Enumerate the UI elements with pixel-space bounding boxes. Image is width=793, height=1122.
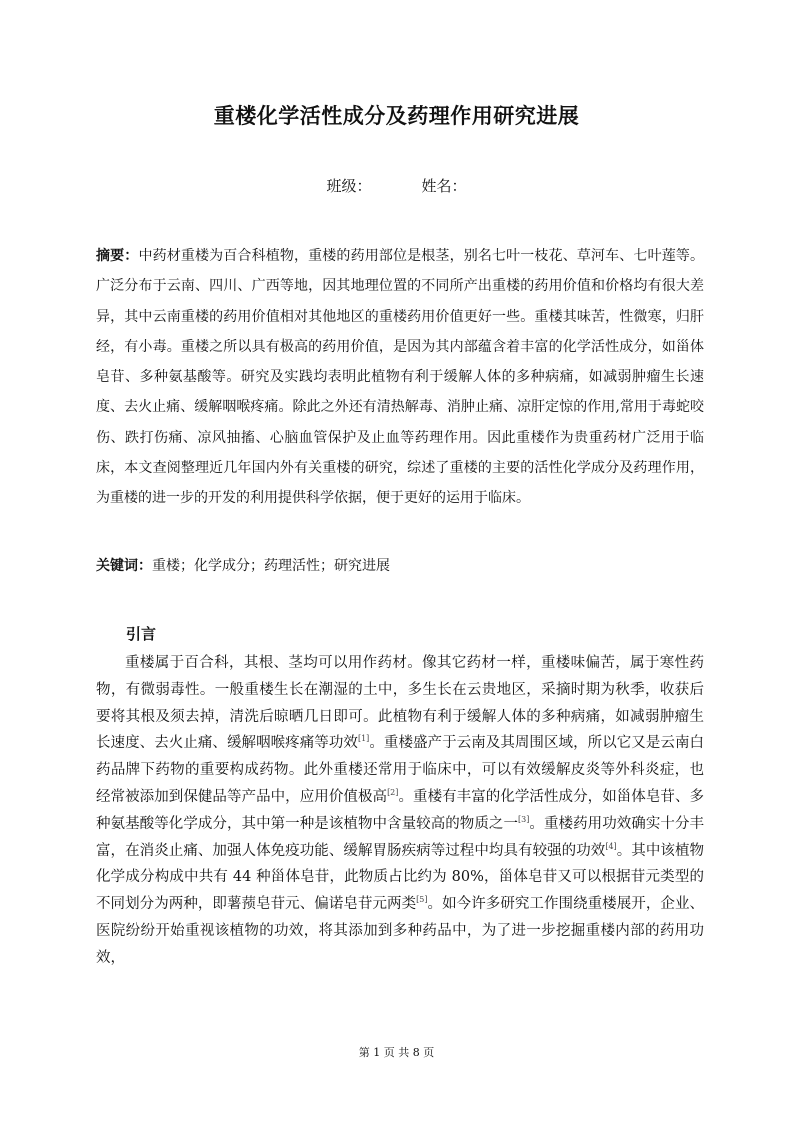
intro-text-2: 。重楼盛产于云南及其周围区域，所以它又是云南白药品牌下药物的重要构成药物。此外重楼还常用于临床中，可以有效缓解皮炎等外科炎症，也经常被添加到保健品等产品中，应用价值极高 xyxy=(96,735,705,805)
abstract-text: 中药材重楼为百合科植物，重楼的药用部位是根茎，别名七叶一枝花、草河车、七叶莲等。广泛分布于云南、四川、广西等地，因其地理位置的不同所产出重楼的药用价值和价格均有很大差异，其中云南重楼的药用价值相对其他地区的重楼药用价值更好一些。重楼其味苦，性微寒，归肝经，有小毒。重楼之所以具有极高的药用价值，是因为其内部蕴含着丰富的化学活性成分，如甾体皂苷、多种氨基酸等。研究及实践均表明此植物有利于缓解人体的多种病痛，如减弱肿瘤生长速度、去火止痛、缓解咽喉疼痛。除此之外还有清热解毒、消肿止痛、凉肝定惊的作用,常用于毒蛇咬伤、跌打伤痛、凉风抽搐、心脑血管保护及止血等药理作用。因此重楼作为贵重药材广泛用于临床，本文查阅整理近几年国内外有关重楼的研究，综述了重楼的主要的活性化学成分及药理作用，为重楼的进一步的开发的利用提供科学依据，便于更好的运用于临床。 xyxy=(96,248,705,507)
citation-ref[interactable]: [5] xyxy=(416,895,428,905)
intro-text-3: 。重楼有丰富的化学活性成分，如甾体皂苷、多种氨基酸等化学成分，其中第一种是该植物中含量较高的物质之一 xyxy=(96,788,705,832)
abstract-label: 摘要： xyxy=(96,248,139,264)
page-footer: 第 1 页 共 8 页 xyxy=(358,1046,435,1059)
keywords-text: 重楼；化学成分；药理活性；研究进展 xyxy=(152,558,390,574)
keywords xyxy=(96,554,704,578)
intro-text-5: 。其中该植物化学成分构成中共有 44 种甾体皂苷，此物质占比约为 80%，甾体皂苷又可以根据苷元类型的不同划分为两种，即薯蓣皂苷元、偏诺皂苷元两类 xyxy=(96,842,705,913)
citation-ref[interactable]: [2] xyxy=(387,787,399,797)
class-label: 班级： xyxy=(326,177,372,195)
intro-text-6: 。如今许多研究工作围绕重楼展开，企业、医院纷纷开始重视该植物的功效，将其添加到多种药品中，为了进一步挖掘重楼内部的药用功效， xyxy=(96,896,704,966)
intro-body xyxy=(96,650,704,972)
intro-text-4: 。重楼药用功效确实十分丰富，在消炎止痛、加强人体免疫功能、缓解胃肠疾病等过程中均具有较强的功效 xyxy=(96,815,705,859)
section-heading-intro: 引言 xyxy=(126,625,157,643)
student-info-line xyxy=(0,175,793,196)
citation-ref[interactable]: [3] xyxy=(518,814,530,824)
citation-ref[interactable]: [1] xyxy=(357,734,370,744)
intro-text-1: 重楼属于百合科，其根、茎均可以用作药材。像其它药材一样，重楼味偏苦，属于寒性药物，有微弱毒性。一般重楼生长在潮湿的土中，多生长在云贵地区，采摘时期为秋季，收获后要将其根及须去掉，清洗后晾晒几日即可。此植物有利于缓解人体的多种病痛，如减弱肿瘤生长速度、去火止痛、缓解咽喉疼痛等功效 xyxy=(96,655,704,752)
abstract xyxy=(96,241,704,514)
document-title: 重楼化学活性成分及药理作用研究进展 xyxy=(213,104,580,128)
keywords-label: 关键词： xyxy=(96,558,152,574)
name-label: 姓名： xyxy=(421,177,467,195)
citation-ref[interactable]: [4] xyxy=(605,841,617,851)
